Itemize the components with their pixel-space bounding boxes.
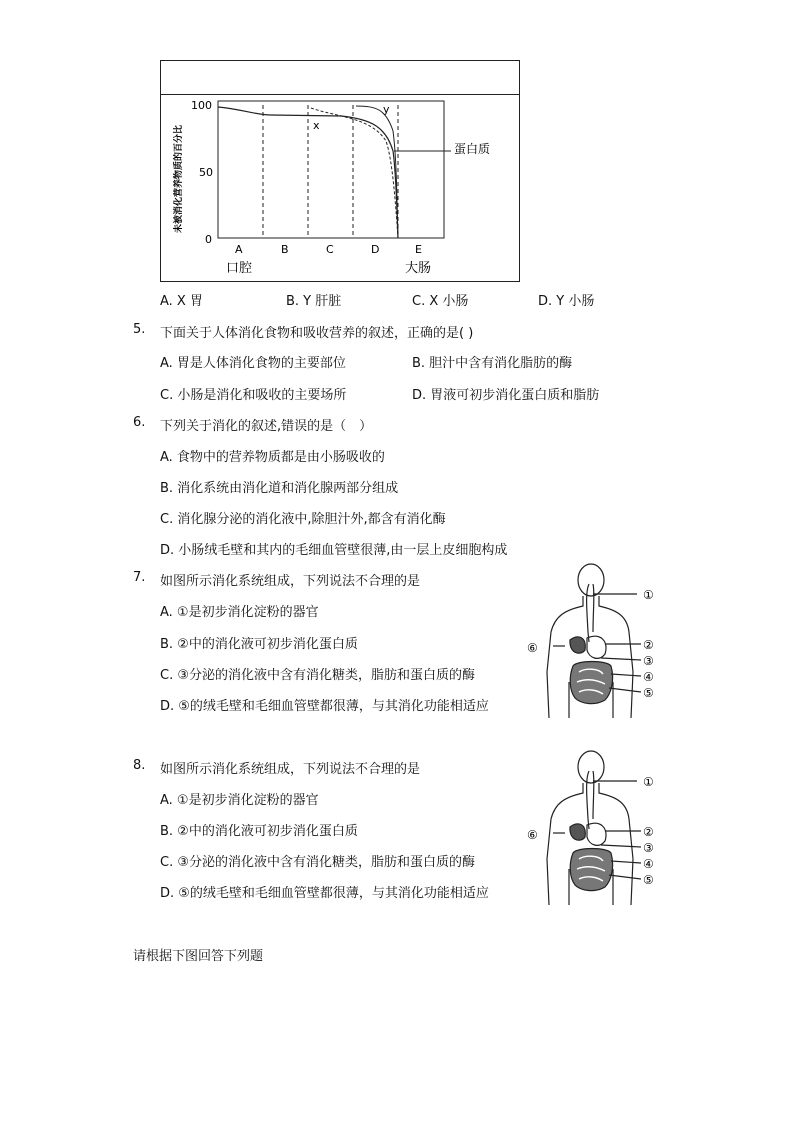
body-label-4: ④ (643, 670, 654, 684)
q6-option-c[interactable]: C. 消化腺分泌的消化液中,除胆汁外,都含有消化酶 (160, 512, 446, 527)
q8-number: 8. (133, 758, 146, 773)
q8-option-b[interactable]: B. ②中的消化液可初步消化蛋白质 (160, 824, 358, 839)
curve-y-label: y (383, 103, 390, 116)
region-a: A (235, 243, 243, 256)
q6-number: 6. (133, 415, 146, 430)
body-label-5: ⑤ (643, 873, 654, 887)
curve-x-label: x (313, 119, 320, 132)
q5-number: 5. (133, 322, 146, 337)
body-label-2: ② (643, 638, 654, 652)
q4-option-b[interactable]: B. Y 肝脏 (286, 294, 342, 309)
y-tick-100: 100 (191, 99, 212, 112)
q4-option-a[interactable]: A. X 胃 (160, 294, 203, 309)
q7-number: 7. (133, 570, 146, 585)
body-label-6: ⑥ (527, 641, 538, 655)
q7-stem: 如图所示消化系统组成，下列说法不合理的是 (160, 574, 421, 589)
q6-option-a[interactable]: A. 食物中的营养物质都是由小肠吸收的 (160, 450, 385, 465)
q5-option-a[interactable]: A. 胃是人体消化食物的主要部位 (160, 356, 346, 371)
q5-stem: 下面关于人体消化食物和吸收营养的叙述，正确的是( ) (160, 326, 474, 341)
q6-option-d[interactable]: D. 小肠绒毛壁和其内的毛细血管壁很薄,由一层上皮细胞构成 (160, 543, 508, 558)
digestive-system-figure-q8 (525, 749, 665, 907)
body-label-5: ⑤ (643, 686, 654, 700)
label-mouth: 口腔 (226, 261, 253, 276)
plot-frame (218, 101, 444, 238)
curve-protein-label: 蛋白质 (454, 142, 491, 156)
y-axis-label: 未被消化营养物质的百分比 (174, 124, 184, 234)
body-label-3: ③ (643, 841, 654, 855)
q7-option-d[interactable]: D. ⑤的绒毛壁和毛细血管壁都很薄，与其消化功能相适应 (160, 699, 489, 714)
q6-option-b[interactable]: B. 消化系统由消化道和消化腺两部分组成 (160, 481, 399, 496)
section-instruction: 请根据下图回答下列题 (133, 949, 264, 964)
q6-stem: 下列关于消化的叙述,错误的是（ ） (160, 419, 373, 434)
q7-option-c[interactable]: C. ③分泌的消化液中含有消化糖类，脂肪和蛋白质的酶 (160, 668, 475, 683)
y-tick-0: 0 (205, 233, 212, 246)
q7-option-b[interactable]: B. ②中的消化液可初步消化蛋白质 (160, 637, 358, 652)
q8-stem: 如图所示消化系统组成，下列说法不合理的是 (160, 762, 421, 777)
body-label-1: ① (643, 775, 654, 789)
q4-option-d[interactable]: D. Y 小肠 (538, 294, 595, 309)
q8-option-d[interactable]: D. ⑤的绒毛壁和毛细血管壁都很薄，与其消化功能相适应 (160, 886, 489, 901)
label-large-intestine: 大肠 (405, 261, 432, 276)
q8-option-c[interactable]: C. ③分泌的消化液中含有消化糖类，脂肪和蛋白质的酶 (160, 855, 475, 870)
body-label-3: ③ (643, 654, 654, 668)
region-c: C (326, 243, 334, 256)
q5-option-d[interactable]: D. 胃液可初步消化蛋白质和脂肪 (412, 388, 600, 403)
q4-option-c[interactable]: C. X 小肠 (412, 294, 469, 309)
q5-option-c[interactable]: C. 小肠是消化和吸收的主要场所 (160, 388, 347, 403)
q5-option-b[interactable]: B. 胆汁中含有消化脂肪的酶 (412, 356, 573, 371)
region-b: B (281, 243, 289, 256)
y-tick-50: 50 (199, 166, 213, 179)
region-d: D (371, 243, 380, 256)
digestive-system-figure-q7 (525, 562, 665, 720)
body-label-6: ⑥ (527, 828, 538, 842)
region-e: E (415, 243, 422, 256)
body-label-2: ② (643, 825, 654, 839)
digestion-figure (160, 60, 520, 282)
body-label-1: ① (643, 588, 654, 602)
curve-x (311, 108, 398, 238)
digestion-chart (161, 61, 519, 281)
q7-option-a[interactable]: A. ①是初步消化淀粉的器官 (160, 605, 319, 620)
body-label-4: ④ (643, 857, 654, 871)
q8-option-a[interactable]: A. ①是初步消化淀粉的器官 (160, 793, 319, 808)
